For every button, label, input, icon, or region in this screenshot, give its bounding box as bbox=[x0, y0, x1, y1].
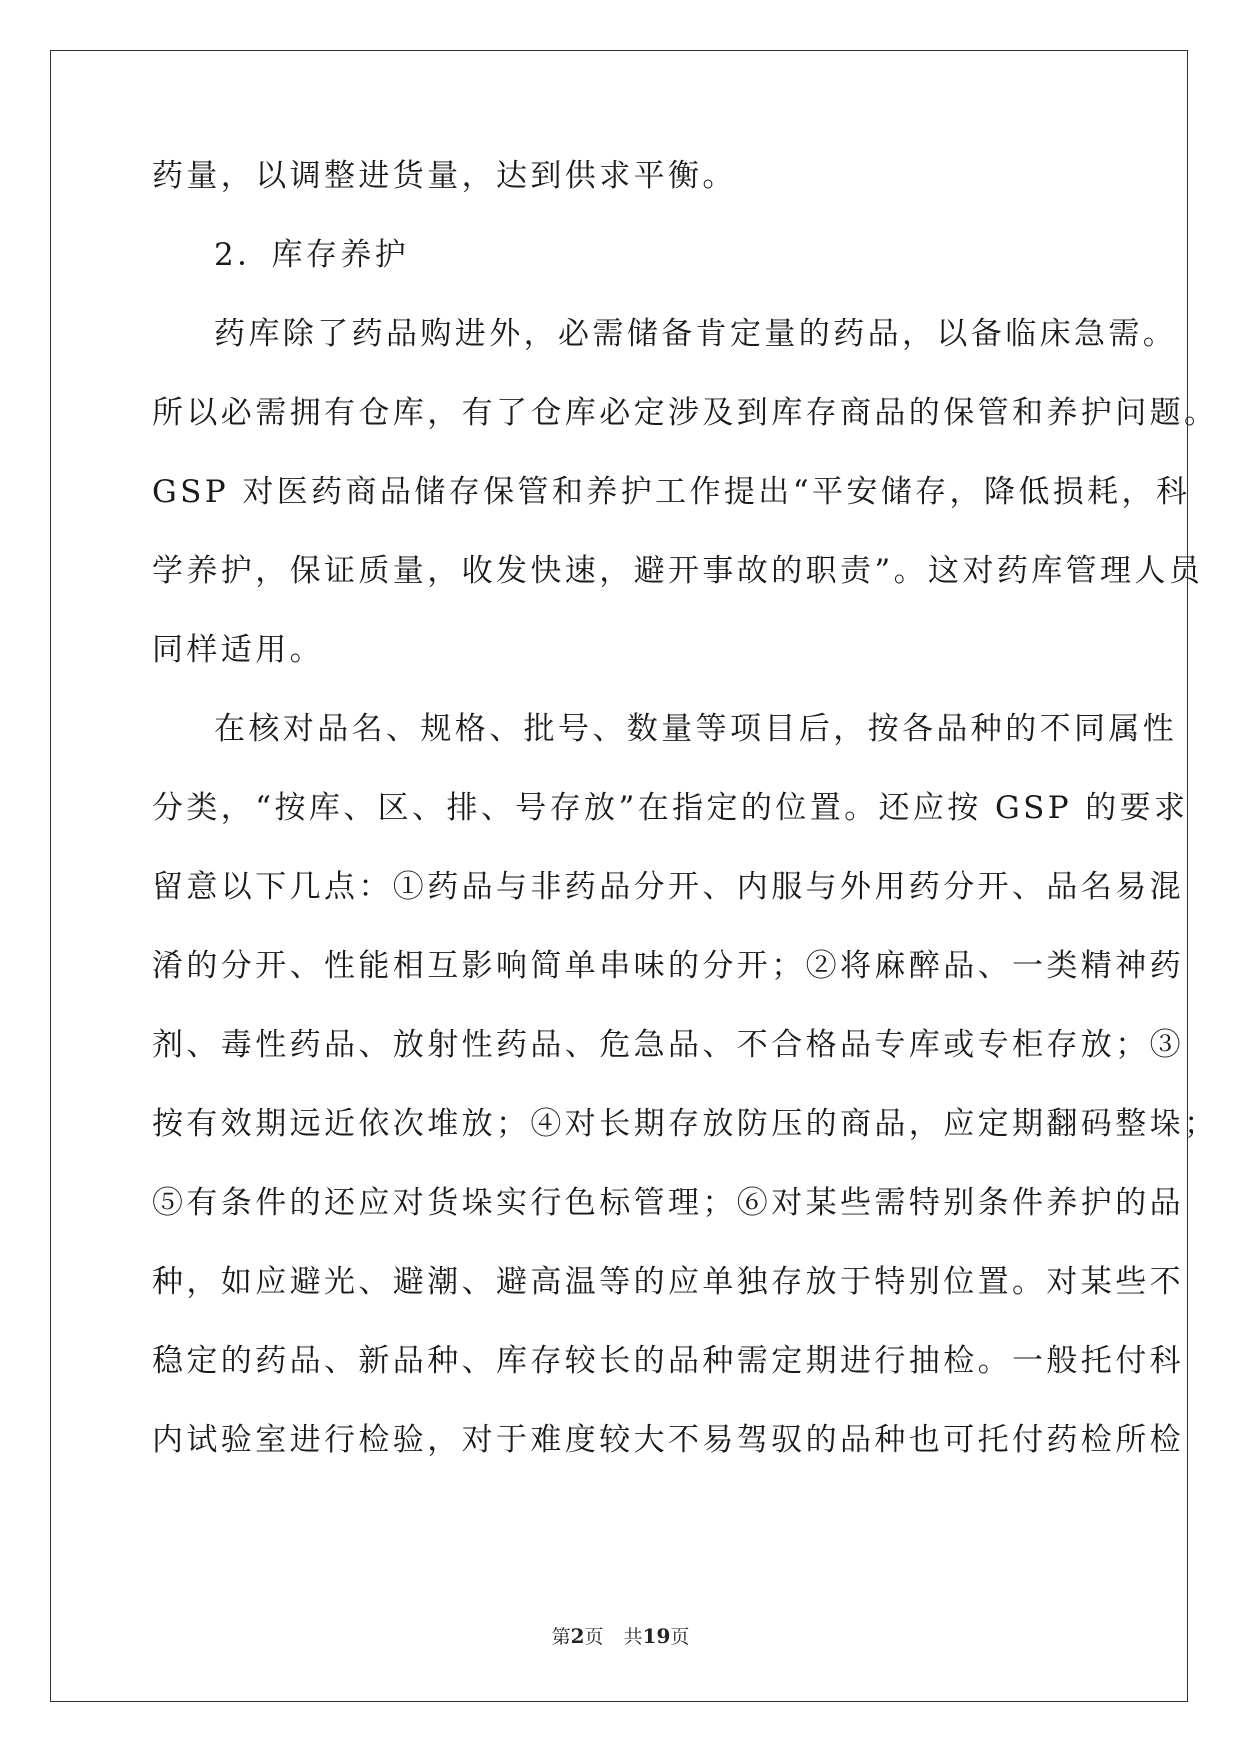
total-prefix: 共 bbox=[623, 1626, 643, 1648]
text-line: 在核对品名、规格、批号、数量等项目后，按各品种的不同属性 bbox=[214, 711, 1178, 747]
section-heading: 2．库存养护 bbox=[214, 237, 410, 273]
text-line: 淆的分开、性能相互影响简单串味的分开；②将麻醉品、一类精神药 bbox=[152, 948, 1184, 984]
text-line: 内试验室进行检验，对于难度较大不易驾驭的品种也可托付药检所检 bbox=[152, 1422, 1184, 1458]
text-line: 药量，以调整进货量，达到供求平衡。 bbox=[152, 158, 737, 194]
page-footer bbox=[0, 1622, 1241, 1649]
text-line: 稳定的药品、新品种、库存较长的品种需定期进行抽检。一般托付科 bbox=[152, 1343, 1184, 1379]
page-suffix: 页 bbox=[584, 1626, 604, 1648]
page-number: 2 bbox=[570, 1624, 585, 1648]
text-line: 同样适用。 bbox=[152, 632, 324, 668]
total-suffix: 页 bbox=[670, 1626, 690, 1648]
text-line: 学养护，保证质量，收发快速，避开事故的职责”。这对药库管理人员 bbox=[152, 553, 1204, 589]
text-line: 留意以下几点：①药品与非药品分开、内服与外用药分开、品名易混 bbox=[152, 869, 1184, 905]
text-line: 分类，“按库、区、排、号存放”在指定的位置。还应按 GSP 的要求 bbox=[152, 790, 1189, 826]
text-line: 按有效期远近依次堆放；④对长期存放防压的商品，应定期翻码整垛； bbox=[152, 1106, 1219, 1142]
text-line: 种，如应避光、避潮、避高温等的应单独存放于特别位置。对某些不 bbox=[152, 1264, 1184, 1300]
text-line: GSP 对医药商品储存保管和养护工作提出“平安储存，降低损耗，科 bbox=[152, 474, 1191, 510]
page-prefix: 第 bbox=[551, 1626, 571, 1648]
text-line: 剂、毒性药品、放射性药品、危急品、不合格品专库或专柜存放；③ bbox=[152, 1027, 1184, 1063]
text-line: ⑤有条件的还应对货垛实行色标管理；⑥对某些需特别条件养护的品 bbox=[152, 1185, 1184, 1221]
text-line: 药库除了药品购进外，必需储备肯定量的药品，以备临床急需。 bbox=[214, 316, 1178, 352]
text-line: 所以必需拥有仓库，有了仓库必定涉及到库存商品的保管和养护问题。 bbox=[152, 395, 1219, 431]
total-pages: 19 bbox=[642, 1624, 671, 1648]
document-body bbox=[152, 158, 1219, 1503]
